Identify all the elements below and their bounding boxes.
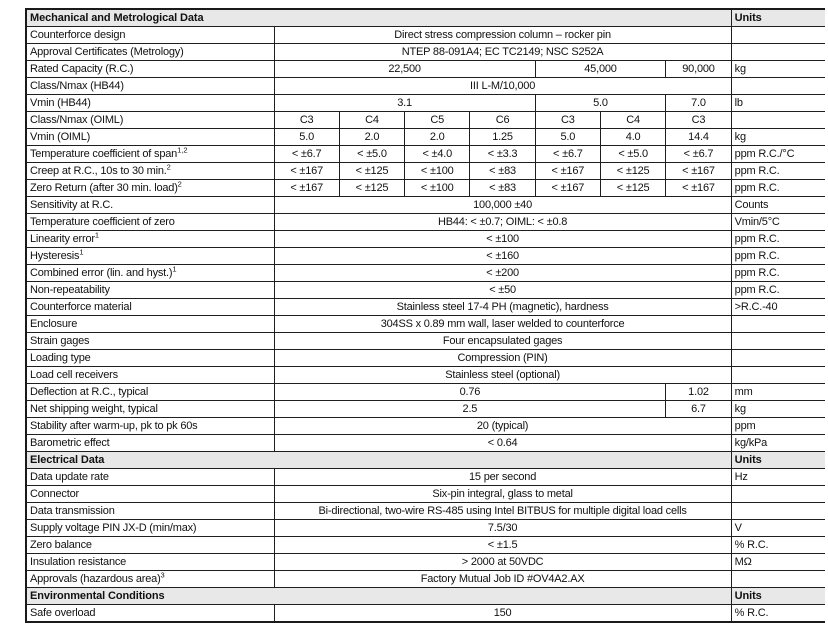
spec-row — [26, 27, 825, 44]
row-label — [26, 316, 274, 333]
row-label — [26, 605, 274, 623]
units-cell: kg — [731, 129, 825, 146]
footnote-marker: 1 — [79, 247, 84, 256]
value-cell: III L-M/10,000 — [274, 78, 731, 95]
units-cell — [731, 44, 825, 61]
spec-row — [26, 146, 825, 163]
row-label — [26, 418, 274, 435]
row-label — [26, 78, 274, 95]
footnote-marker: 1 — [94, 230, 100, 239]
row-label — [26, 95, 274, 112]
row-label — [26, 282, 274, 299]
spec-row — [26, 316, 825, 333]
value-cell: 2.0 — [339, 129, 404, 146]
footnote-marker: 2 — [177, 179, 182, 188]
value-cell: Stainless steel (optional) — [274, 367, 731, 384]
row-label-text: Net shipping weight, typical — [30, 402, 158, 415]
row-label-text: Class/Nmax (OIML) — [30, 113, 124, 126]
spec-row — [26, 418, 825, 435]
row-label — [26, 554, 274, 571]
units-column-header: Units — [731, 588, 825, 605]
row-label-text: Linearity error — [30, 232, 95, 245]
units-cell: V — [731, 520, 825, 537]
row-label — [26, 571, 274, 588]
units-cell — [731, 316, 825, 333]
spec-row — [26, 112, 825, 129]
row-label-text: Insulation resistance — [30, 555, 127, 568]
row-label — [26, 486, 274, 503]
value-cell: < ±3.3 — [470, 146, 535, 163]
row-label — [26, 520, 274, 537]
row-label — [26, 299, 274, 316]
row-label-text: Load cell receivers — [30, 368, 118, 381]
value-cell: < ±167 — [274, 180, 339, 197]
value-cell: < ±100 — [405, 180, 470, 197]
units-column-header: Units — [731, 9, 825, 27]
spec-row — [26, 282, 825, 299]
spec-row — [26, 605, 825, 623]
value-cell: 4.0 — [600, 129, 665, 146]
units-cell: ppm R.C. — [731, 180, 825, 197]
row-label — [26, 435, 274, 452]
row-label-text: Approvals (hazardous area) — [30, 572, 161, 585]
row-label-text: Class/Nmax (HB44) — [30, 79, 124, 92]
value-cell: 15 per second — [274, 469, 731, 486]
value-cell: < ±167 — [274, 163, 339, 180]
spec-row — [26, 350, 825, 367]
spec-row — [26, 503, 825, 520]
row-label — [26, 146, 274, 163]
units-cell — [731, 333, 825, 350]
value-cell: < ±167 — [535, 163, 600, 180]
units-cell: % R.C. — [731, 605, 825, 623]
units-cell: ppm R.C. — [731, 163, 825, 180]
spec-row — [26, 469, 825, 486]
value-cell: < ±5.0 — [600, 146, 665, 163]
section-header-row — [26, 452, 825, 469]
row-label-text: Zero Return (after 30 min. load) — [30, 181, 178, 194]
row-label — [26, 367, 274, 384]
units-cell: lb — [731, 95, 825, 112]
value-cell: < ±160 — [274, 248, 731, 265]
row-label-text: Zero balance — [30, 538, 92, 551]
section-header-row — [26, 9, 825, 27]
section-title: Mechanical and Metrological Data — [26, 9, 731, 27]
value-cell: 2.0 — [405, 129, 470, 146]
value-cell: < ±167 — [666, 180, 731, 197]
spec-row — [26, 214, 825, 231]
spec-row — [26, 197, 825, 214]
value-cell: C3 — [666, 112, 731, 129]
row-label — [26, 61, 274, 78]
row-label-text: Creep at R.C., 10s to 30 min. — [30, 164, 167, 177]
value-cell: 22,500 — [274, 61, 535, 78]
row-label-text: Data update rate — [30, 470, 109, 483]
units-cell — [731, 78, 825, 95]
value-cell: < ±125 — [339, 163, 404, 180]
value-cell: < ±4.0 — [405, 146, 470, 163]
units-cell: kg — [731, 401, 825, 418]
row-label — [26, 333, 274, 350]
specification-table-body — [26, 9, 825, 622]
value-cell: 5.0 — [274, 129, 339, 146]
row-label — [26, 350, 274, 367]
value-cell: 14.4 — [666, 129, 731, 146]
value-cell: 7.0 — [666, 95, 731, 112]
row-label-text: Strain gages — [30, 334, 90, 347]
units-cell — [731, 350, 825, 367]
row-label-text: Vmin (HB44) — [30, 96, 91, 109]
spec-row — [26, 248, 825, 265]
value-cell: 150 — [274, 605, 731, 623]
value-cell: 45,000 — [535, 61, 666, 78]
units-cell: ppm R.C. — [731, 231, 825, 248]
value-cell: 100,000 ±40 — [274, 197, 731, 214]
units-cell — [731, 486, 825, 503]
row-label — [26, 44, 274, 61]
spec-row — [26, 180, 825, 197]
row-label-text: Connector — [30, 487, 79, 500]
footnote-marker: 1,2 — [177, 145, 188, 154]
row-label-text: Combined error (lin. and hyst.) — [30, 266, 173, 279]
value-cell: > 2000 at 50VDC — [274, 554, 731, 571]
value-cell: Four encapsulated gages — [274, 333, 731, 350]
spec-row — [26, 265, 825, 282]
section-title: Electrical Data — [26, 452, 731, 469]
value-cell: < ±6.7 — [666, 146, 731, 163]
row-label-text: Barometric effect — [30, 436, 110, 449]
row-label-text: Temperature coefficient of span — [30, 147, 178, 160]
value-cell: Six-pin integral, glass to metal — [274, 486, 731, 503]
value-cell: 304SS x 0.89 mm wall, laser welded to counterforce — [274, 316, 731, 333]
row-label-text: Safe overload — [30, 606, 96, 619]
value-cell: < ±6.7 — [535, 146, 600, 163]
spec-row — [26, 61, 825, 78]
row-label — [26, 112, 274, 129]
units-cell: kg — [731, 61, 825, 78]
row-label — [26, 163, 274, 180]
value-cell: Factory Mutual Job ID #OV4A2.AX — [274, 571, 731, 588]
row-label-text: Counterforce material — [30, 300, 132, 313]
row-label — [26, 537, 274, 554]
row-label — [26, 27, 274, 44]
value-cell: < ±83 — [470, 180, 535, 197]
footnote-marker: 3 — [160, 570, 165, 579]
units-cell: ppm R.C. — [731, 265, 825, 282]
value-cell: < ±100 — [405, 163, 470, 180]
specification-table-container — [25, 8, 825, 634]
value-cell: Direct stress compression column – rocker pin — [274, 27, 731, 44]
spec-row — [26, 231, 825, 248]
spec-row — [26, 520, 825, 537]
spec-row — [26, 44, 825, 61]
value-cell: < ±6.7 — [274, 146, 339, 163]
units-cell — [731, 367, 825, 384]
row-label — [26, 231, 274, 248]
value-cell: < 0.64 — [274, 435, 731, 452]
units-cell: Vmin/5°C — [731, 214, 825, 231]
section-title: Environmental Conditions — [26, 588, 731, 605]
value-cell: < ±1.5 — [274, 537, 731, 554]
value-cell: C5 — [405, 112, 470, 129]
row-label-text: Counterforce design — [30, 28, 126, 41]
value-cell: < ±5.0 — [339, 146, 404, 163]
specification-table — [25, 8, 825, 623]
value-cell: C4 — [339, 112, 404, 129]
spec-row — [26, 299, 825, 316]
spec-row — [26, 537, 825, 554]
row-label-text: Loading type — [30, 351, 91, 364]
value-cell: Bi-directional, two-wire RS-485 using Intel BITBUS for multiple digital load cells — [274, 503, 731, 520]
value-cell: < ±167 — [666, 163, 731, 180]
value-cell: < ±50 — [274, 282, 731, 299]
spec-row — [26, 435, 825, 452]
row-label — [26, 180, 274, 197]
row-label-text: Sensitivity at R.C. — [30, 198, 114, 211]
spec-row — [26, 163, 825, 180]
spec-row — [26, 486, 825, 503]
value-cell: 6.7 — [666, 401, 731, 418]
units-cell: ppm R.C. — [731, 282, 825, 299]
units-cell: Counts — [731, 197, 825, 214]
row-label — [26, 248, 274, 265]
row-label-text: Stability after warm-up, pk to pk 60s — [30, 419, 198, 432]
row-label — [26, 265, 274, 282]
spec-row — [26, 367, 825, 384]
value-cell: < ±125 — [600, 163, 665, 180]
row-label-text: Enclosure — [30, 317, 78, 330]
row-label-text: Deflection at R.C., typical — [30, 385, 149, 398]
units-cell: Hz — [731, 469, 825, 486]
value-cell: Compression (PIN) — [274, 350, 731, 367]
value-cell: 3.1 — [274, 95, 535, 112]
units-cell: >R.C.-40 — [731, 299, 825, 316]
section-header-row — [26, 588, 825, 605]
row-label-text: Rated Capacity (R.C.) — [30, 62, 134, 75]
value-cell: < ±125 — [600, 180, 665, 197]
row-label-text: Non-repeatability — [30, 283, 110, 296]
value-cell: 5.0 — [535, 95, 666, 112]
value-cell: 1.02 — [666, 384, 731, 401]
units-cell: kg/kPa — [731, 435, 825, 452]
row-label — [26, 401, 274, 418]
spec-row — [26, 384, 825, 401]
value-cell: < ±83 — [470, 163, 535, 180]
row-label-text: Vmin (OIML) — [30, 130, 91, 143]
value-cell: 90,000 — [666, 61, 731, 78]
row-label-text: Data transmission — [30, 504, 115, 517]
units-cell: mm — [731, 384, 825, 401]
spec-row — [26, 554, 825, 571]
row-label — [26, 503, 274, 520]
value-cell: < ±200 — [274, 265, 731, 282]
spec-row — [26, 571, 825, 588]
row-label — [26, 214, 274, 231]
units-cell — [731, 503, 825, 520]
row-label — [26, 384, 274, 401]
units-cell — [731, 571, 825, 588]
row-label — [26, 129, 274, 146]
row-label — [26, 469, 274, 486]
value-cell: < ±167 — [535, 180, 600, 197]
value-cell: C3 — [274, 112, 339, 129]
footnote-marker: 2 — [166, 162, 171, 171]
spec-row — [26, 401, 825, 418]
units-cell: ppm R.C./°C — [731, 146, 825, 163]
row-label-text: Supply voltage PIN JX-D (min/max) — [30, 521, 197, 534]
value-cell: Stainless steel 17-4 PH (magnetic), hardness — [274, 299, 731, 316]
value-cell: 7.5/30 — [274, 520, 731, 537]
value-cell: 1.25 — [470, 129, 535, 146]
spec-row — [26, 95, 825, 112]
value-cell: 20 (typical) — [274, 418, 731, 435]
row-label-text: Hysteresis — [30, 249, 80, 262]
spec-row — [26, 78, 825, 95]
spec-row — [26, 333, 825, 350]
row-label-text: Approval Certificates (Metrology) — [30, 45, 184, 58]
value-cell: NTEP 88-091A4; EC TC2149; NSC S252A — [274, 44, 731, 61]
units-cell — [731, 27, 825, 44]
units-cell: MΩ — [731, 554, 825, 571]
value-cell: 5.0 — [535, 129, 600, 146]
value-cell: C4 — [600, 112, 665, 129]
value-cell: 0.76 — [274, 384, 666, 401]
row-label-text: Temperature coefficient of zero — [30, 215, 175, 228]
units-cell: % R.C. — [731, 537, 825, 554]
value-cell: C3 — [535, 112, 600, 129]
value-cell: HB44: < ±0.7; OIML: < ±0.8 — [274, 214, 731, 231]
value-cell: < ±100 — [274, 231, 731, 248]
units-cell: ppm — [731, 418, 825, 435]
row-label — [26, 197, 274, 214]
value-cell: < ±125 — [339, 180, 404, 197]
footnote-marker: 1 — [172, 264, 177, 273]
spec-row — [26, 129, 825, 146]
units-cell: ppm R.C. — [731, 248, 825, 265]
units-column-header: Units — [731, 452, 825, 469]
value-cell: 2.5 — [274, 401, 666, 418]
units-cell — [731, 112, 825, 129]
value-cell: C6 — [470, 112, 535, 129]
